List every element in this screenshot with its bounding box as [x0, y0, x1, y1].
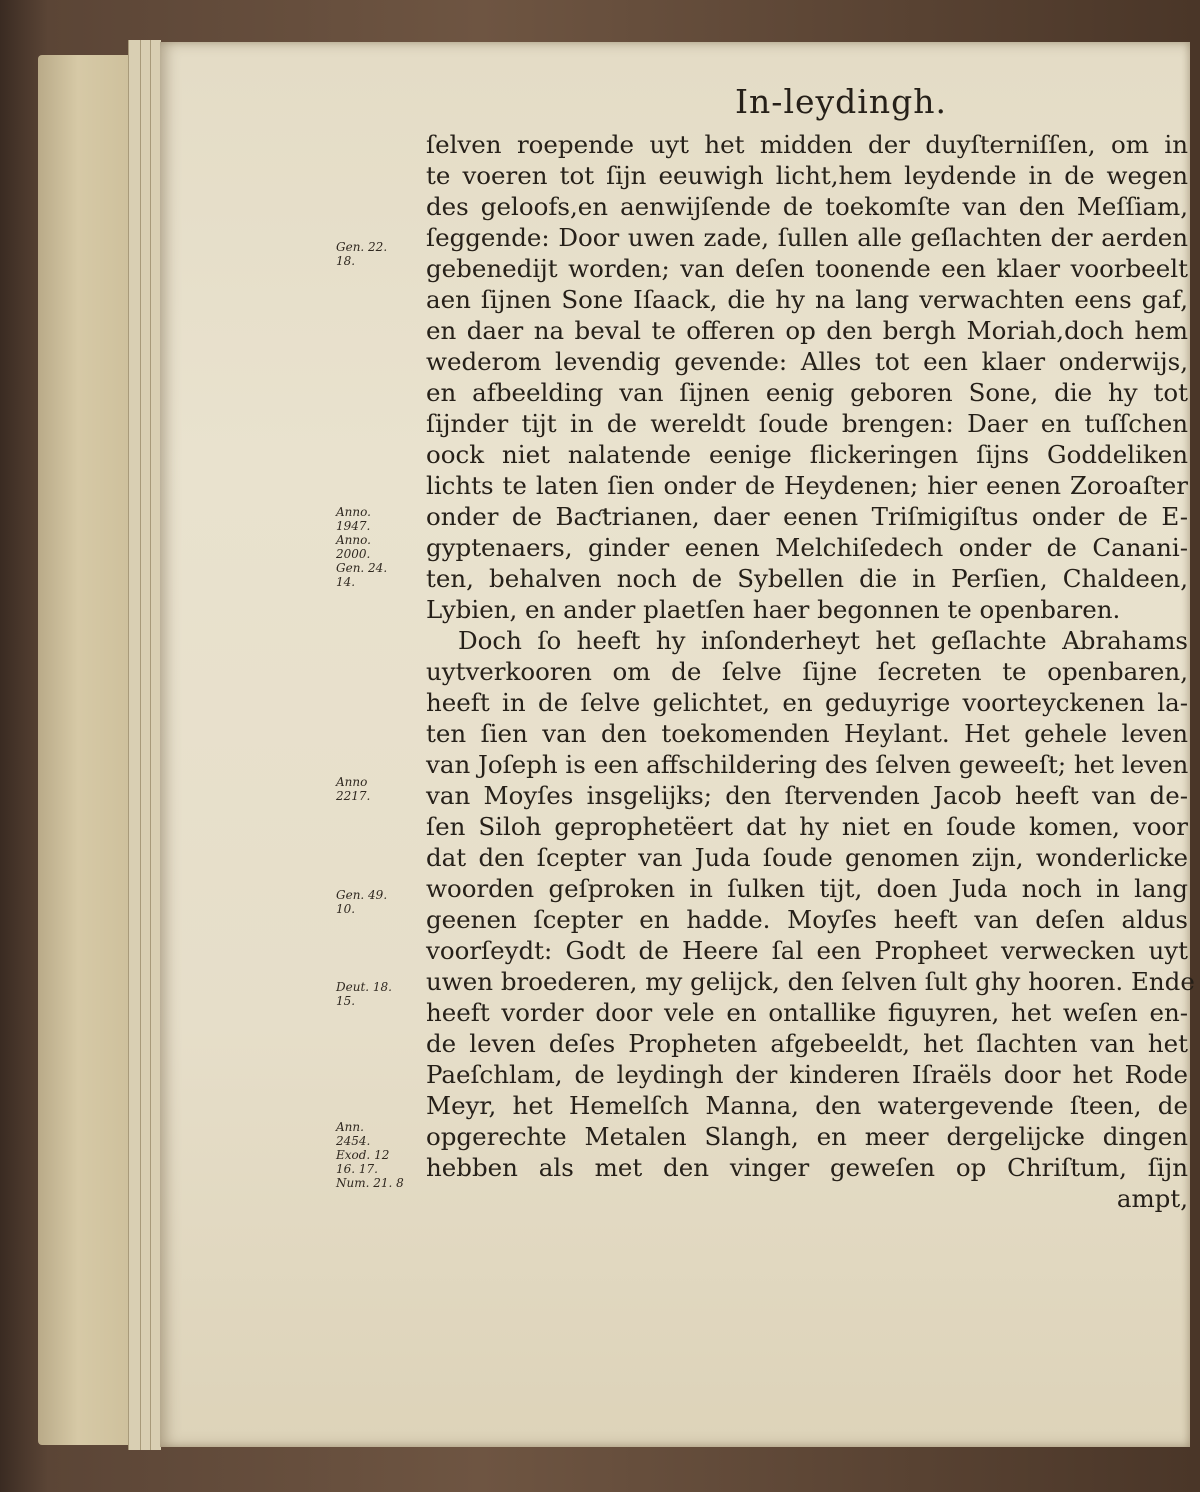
text-line: te voeren tot ſijn eeuwigh licht,hem leydende in de wegen [426, 161, 1188, 190]
margin-note: Gen. 22. 18. [336, 240, 388, 268]
text-line: woorden geſproken in ſulken tijt, doen Juda noch in lang [426, 874, 1188, 903]
text-line: uwen broederen, my gelijck, den ſelven ſult ghy hooren. Ende [426, 967, 1195, 996]
text-line: ſeggende: Door uwen zade, ſullen alle geſlachten der aerden [426, 223, 1188, 252]
text-line: en daer na beval te offeren op den bergh Moriah,doch hem [426, 316, 1188, 345]
text-line: lichts te laten ſien onder de Heydenen; hier eenen Zoroaſter [426, 471, 1188, 500]
margin-note: Ann. 2454. Exod. 12 16. 17. Num. 21. 8 [336, 1120, 404, 1190]
text-line: Lybien, en ander plaetſen haer begonnen te openbaren. [426, 595, 1121, 624]
text-line: opgerechte Metalen Slangh, en meer dergelijcke dingen [426, 1122, 1188, 1151]
book-spine [38, 55, 138, 1445]
margin-note: Deut. 18. 15. [336, 980, 392, 1008]
margin-note: Anno. 1947. Anno. 2000. Gen. 24. 14. [336, 505, 388, 589]
text-line: ſelven roepende uyt het midden der duyſterniſſen, om in [426, 130, 1188, 159]
text-line: geenen ſcepter en hadde. Moyſes heeft van deſen aldus [426, 905, 1188, 934]
text-line: voorſeydt: Godt de Heere ſal een Propheet verwecken uyt [426, 936, 1188, 965]
text-line: van Moyſes insgelijks; den ſtervenden Jacob heeft van de- [426, 781, 1188, 810]
text-line: de leven deſes Propheten afgebeeldt, het ſlachten van het [426, 1029, 1188, 1058]
text-line: Meyr, het Hemelſch Manna, den watergevende ſteen, de [426, 1091, 1188, 1120]
text-line: heeft vorder door vele en ontallike figuyren, het weſen en- [426, 998, 1188, 1027]
text-line: van Joſeph is een affschildering des ſelven geweeſt; het leven [426, 750, 1189, 779]
text-line: gyptenaers, ginder eenen Melchiſedech onder de Canani- [426, 533, 1188, 562]
text-line: gebenedijt worden; van deſen toonende een klaer voorbeelt [426, 254, 1188, 283]
text-line: Doch ſo heeft hy inſonderheyt het geſlachte Abrahams [458, 626, 1188, 655]
text-line: Paeſchlam, de leydingh der kinderen Iſraëls door het Rode [426, 1060, 1188, 1089]
text-line: des geloofs,en aenwijſende de toekomſte van den Meſſiam, [426, 192, 1188, 221]
text-line: wederom levendig gevende: Alles tot een klaer onderwijs, [426, 347, 1188, 376]
text-line: oock niet nalatende eenige flickeringen ſijns Goddeliken [426, 440, 1188, 469]
text-line: ſen Siloh geprophetëert dat hy niet en ſoude komen, voor [426, 812, 1188, 841]
text-line: dat den ſcepter van Juda ſoude genomen zijn, wonderlicke [426, 843, 1188, 872]
text-line: en afbeelding van ſijnen eenig geboren Sone, die hy tot [426, 378, 1188, 407]
text-line: hebben als met den vinger geweſen op Chriſtum, ſijn [426, 1153, 1188, 1182]
text-line: aen ſijnen Sone Iſaack, die hy na lang verwachten eens gaf, [426, 285, 1188, 314]
text-line: ten ſien van den toekomenden Heylant. Het gehele leven [426, 719, 1188, 748]
catchword: ampt, [1116, 1184, 1188, 1213]
text-line: heeft in de ſelve gelichtet, en geduyrige voorteyckenen la- [426, 688, 1188, 717]
text-line: ten, behalven noch de Sybellen die in Perſien, Chaldeen, [426, 564, 1188, 593]
running-header: In-leydingh. [735, 82, 947, 121]
margin-note: Gen. 49. 10. [336, 888, 388, 916]
text-line: ſijnder tijt in de wereldt ſoude brengen: Daer en tuſſchen [426, 409, 1188, 438]
margin-note: Anno 2217. [336, 775, 371, 803]
text-line: uytverkooren om de ſelve ſijne ſecreten te openbaren, [426, 657, 1188, 686]
text-line: onder de Baƈtrianen, daer eenen Triſmigiſtus onder de E- [426, 502, 1188, 531]
